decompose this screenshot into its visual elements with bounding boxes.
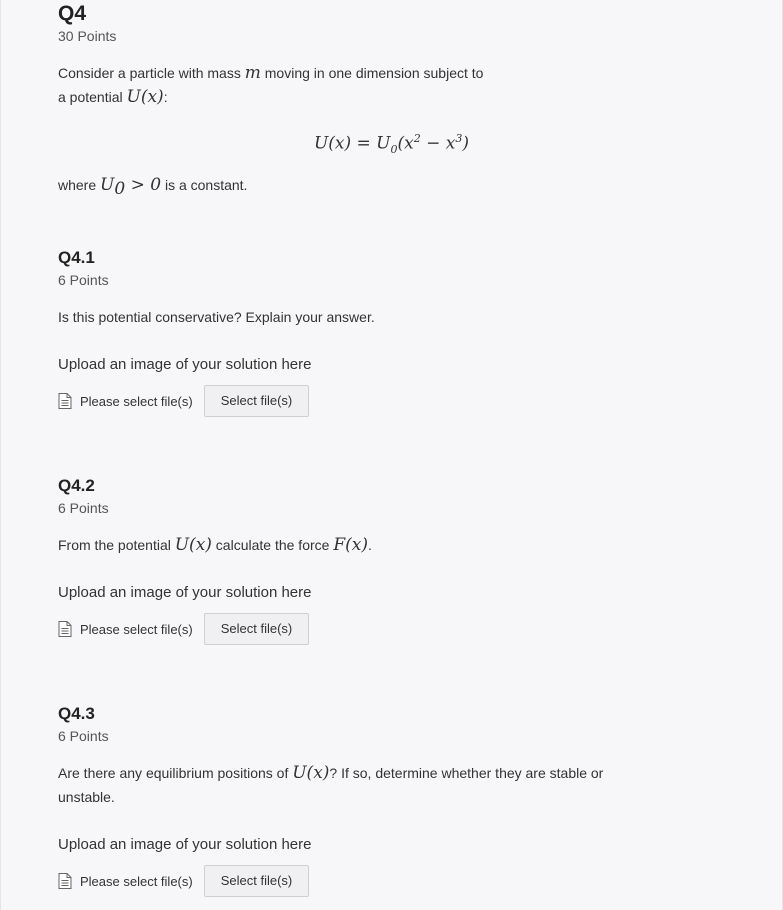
question-4-3-points: 6 Points [58,728,109,744]
question-4-intro [58,61,718,109]
question-4-1-upload-label: Upload an image of your solution here [58,356,312,373]
file-icon [58,873,72,889]
question-4-1-title: Q4.1 [58,248,95,267]
question-4-1-text: Is this potential conservative? Explain your answer. [58,309,375,325]
question-4-3-select-files-button[interactable]: Select file(s) [204,865,310,897]
question-4-3-file-status: Please select file(s) [80,873,193,889]
question-4-1-file-row [58,385,309,417]
question-4-2-select-files-button[interactable]: Select file(s) [204,613,310,645]
q43-potential-symbol: U(x) [292,763,330,783]
where-text-a: where [58,177,101,193]
question-4-3-text [58,761,718,809]
q42-text-b: calculate the force [211,537,334,553]
mass-symbol: m [244,63,261,83]
q42-text-c: . [367,537,372,553]
question-4-title: Q4 [58,2,87,25]
potential-equation [0,132,783,156]
intro-text-d: : [163,89,168,105]
intro-text-b: moving in one dimension subject to [260,65,484,81]
equation-sup-3: 3 [455,132,463,145]
equation-end: ) [462,133,470,154]
question-4-1-points: 6 Points [58,272,109,288]
question-4-2-upload-label: Upload an image of your solution here [58,584,312,601]
equation-lhs: U(x) = U [313,133,391,154]
equation-minus: − x [420,133,456,154]
q43-text-a: Are there any equilibrium positions of [58,765,293,781]
question-4-2-title: Q4.2 [58,476,95,495]
question-4-1-select-files-button[interactable]: Select file(s) [204,385,310,417]
equation-sub: 0 [390,143,398,157]
intro-text-a: Consider a particle with mass [58,65,245,81]
q42-potential-symbol: U(x) [174,535,212,555]
question-4-3-upload-label: Upload an image of your solution here [58,836,312,853]
q42-text-a: From the potential [58,537,175,553]
intro-text-c: a potential [58,89,127,105]
question-4-2-text [58,533,718,557]
question-4-2-points: 6 Points [58,500,109,516]
question-4-2-file-status: Please select file(s) [80,621,193,637]
where-U-symbol: U [100,175,115,195]
file-icon [58,621,72,637]
equation-mid: (x [397,133,414,154]
question-4-points: 30 Points [58,28,117,44]
q42-force-symbol: F(x) [333,535,368,555]
file-icon [58,393,72,409]
equation-sup-2: 2 [413,132,421,145]
potential-symbol: U(x) [126,87,164,107]
question-4-2-file-row [58,613,309,645]
question-4-where [58,173,718,201]
q43-text-c: unstable. [58,789,115,805]
question-4-3-file-row [58,865,309,897]
where-text-b: is a constant. [161,177,248,193]
question-4-3-title: Q4.3 [58,704,95,723]
where-U-sub: 0 [114,178,126,199]
q43-text-b: ? If so, determine whether they are stable or [329,765,604,781]
where-gt: > 0 [125,175,162,195]
question-4-1-file-status: Please select file(s) [80,393,193,409]
